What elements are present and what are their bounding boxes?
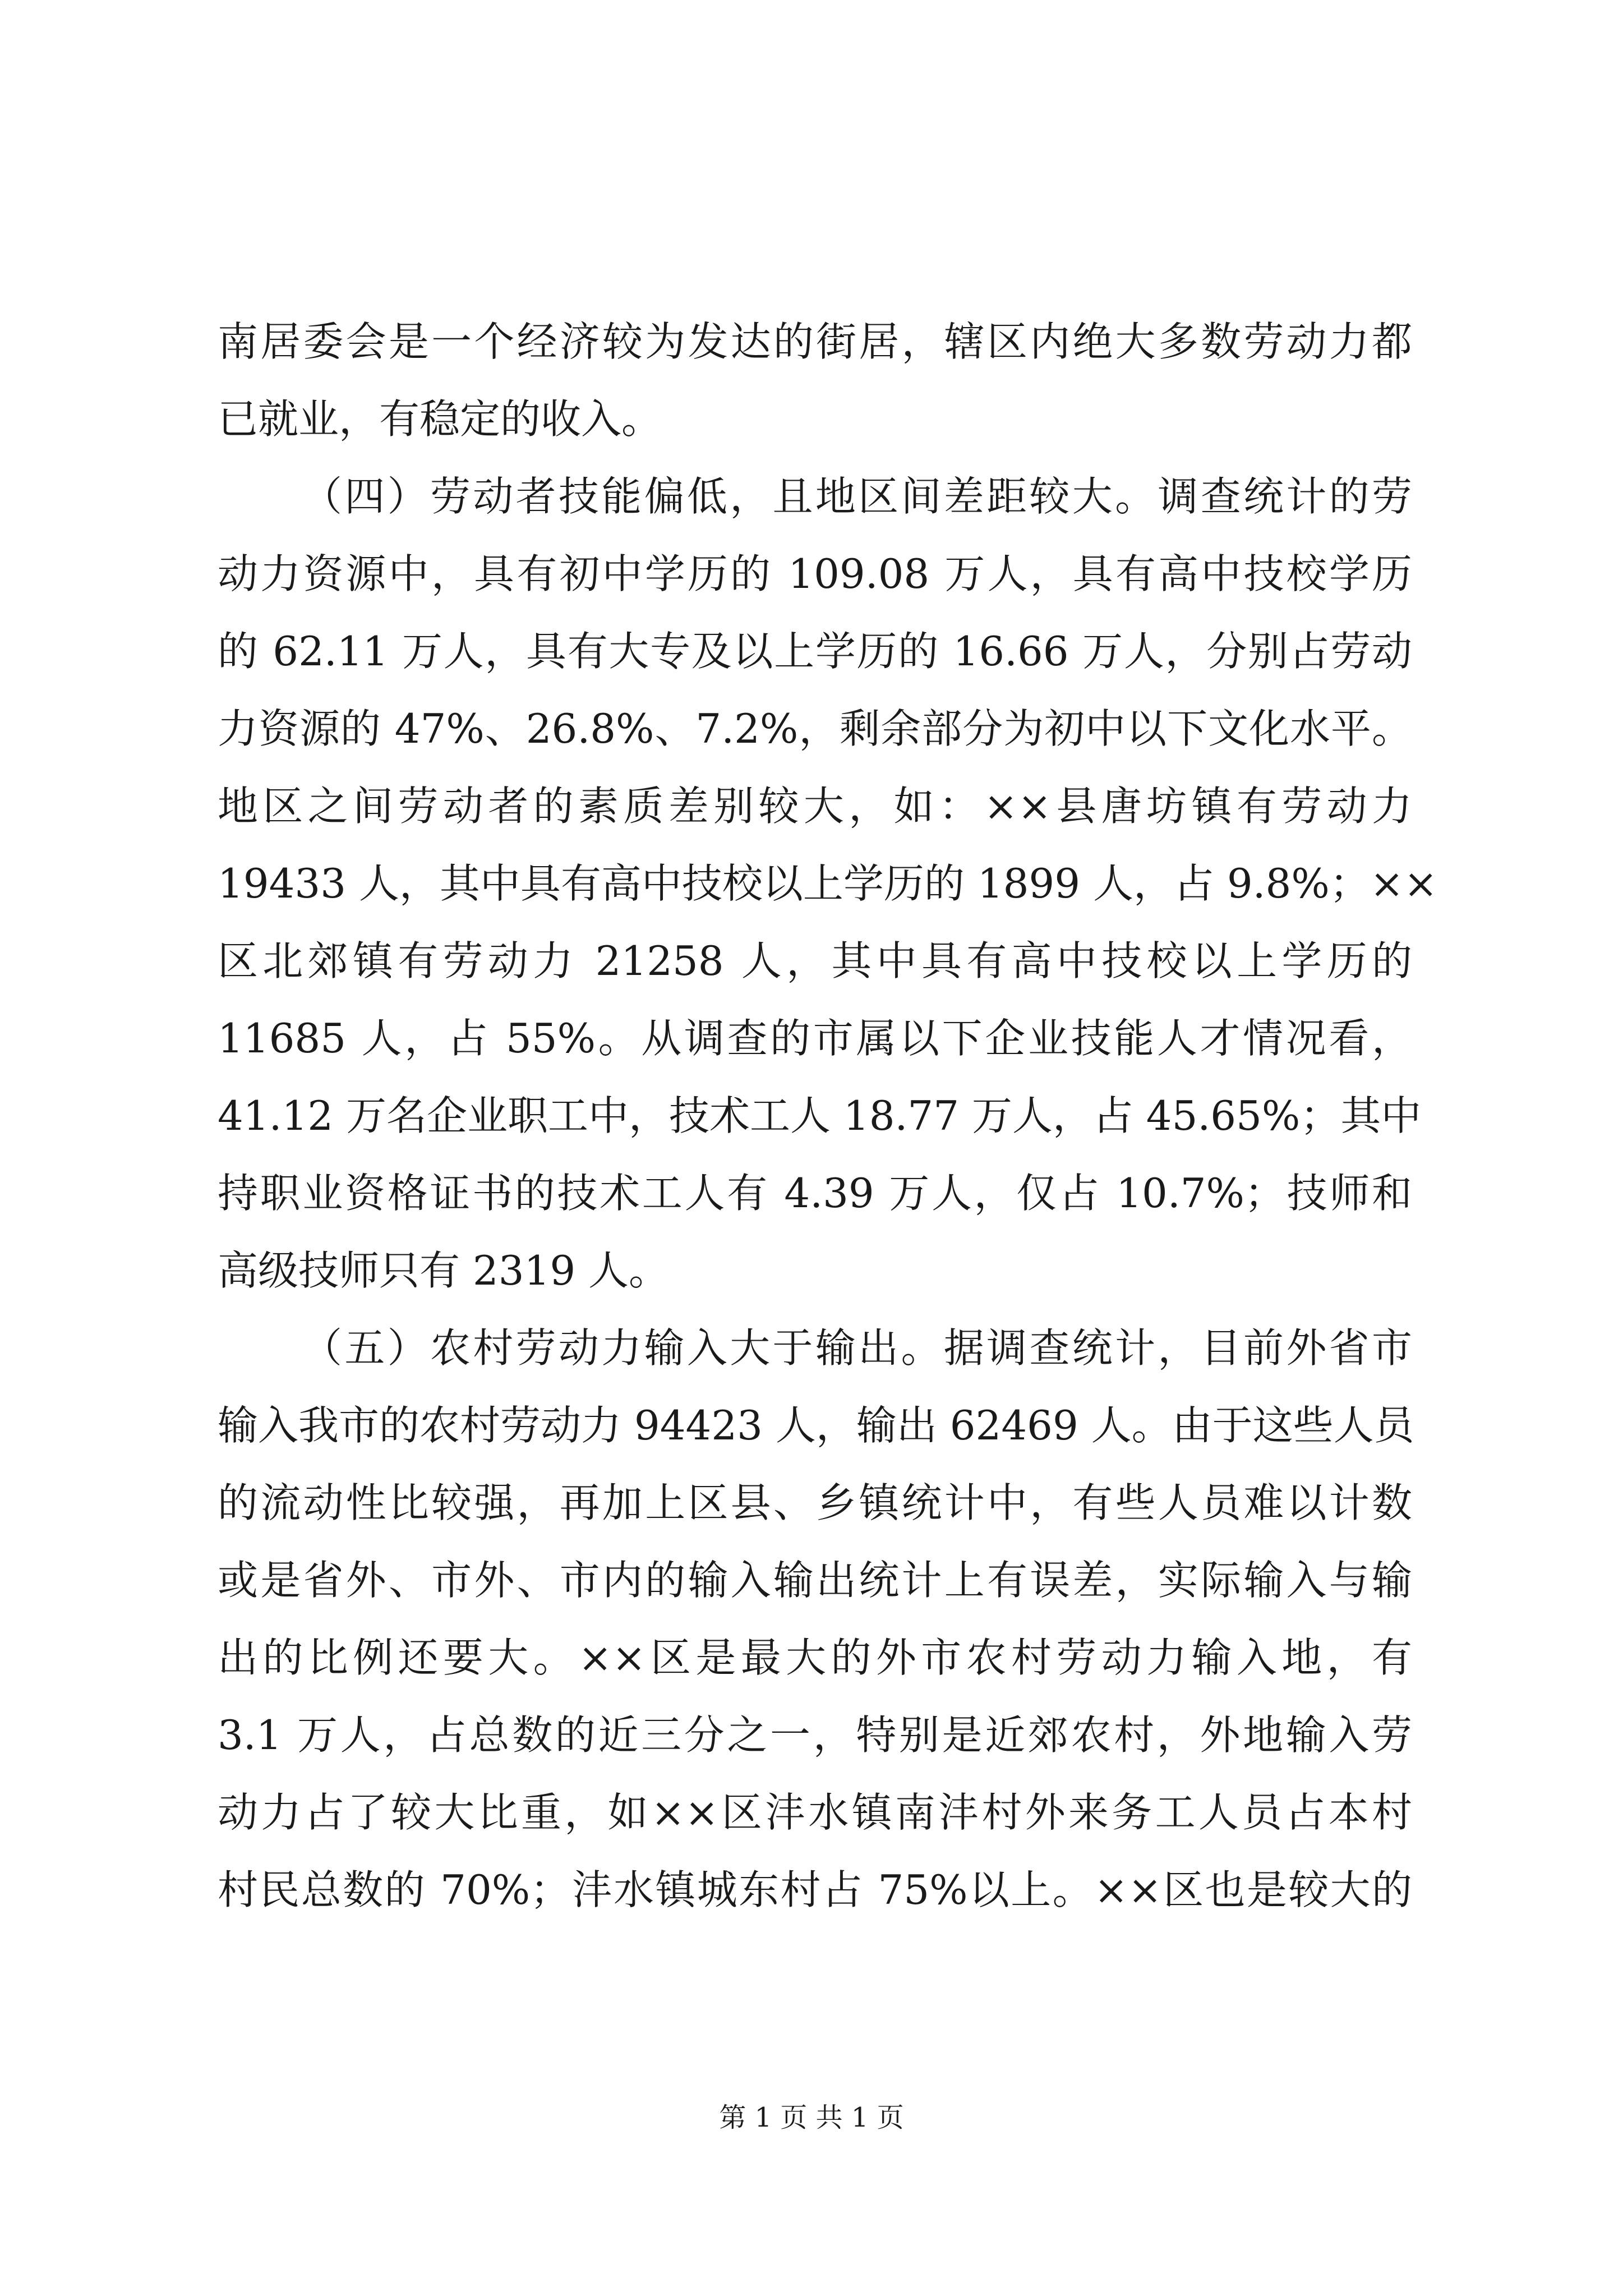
text-line: 村民总数的 70%；沣水镇城东村占 75%以上。××区也是较大的	[218, 1866, 1412, 1913]
text-line: 3.1 万人，占总数的近三分之一，特别是近郊农村，外地输入劳	[218, 1711, 1412, 1759]
text-line: 41.12 万名企业职工中，技术工人 18.77 万人，占 45.65%；其中	[218, 1092, 1422, 1139]
text-line: 的 62.11 万人，具有大专及以上学历的 16.66 万人，分别占劳动	[218, 628, 1412, 675]
text-line: 地区之间劳动者的素质差别较大，如：××县唐坊镇有劳动力	[218, 783, 1412, 830]
paragraph-first-line: （五）农村劳动力输入大于输出。据调查统计，目前外省市	[302, 1324, 1412, 1372]
text-line: 动力资源中，具有初中学历的 109.08 万人，具有高中技校学历	[218, 550, 1412, 597]
text-line: 19433 人，其中具有高中技校以上学历的 1899 人，占 9.8%；××	[218, 860, 1438, 907]
text-line: 或是省外、市外、市内的输入输出统计上有误差，实际输入与输	[218, 1557, 1412, 1604]
text-line: 11685 人，占 55%。从调查的市属以下企业技能人才情况看，	[218, 1015, 1412, 1062]
body-text	[218, 303, 1438, 1929]
text-line: 输入我市的农村劳动力 94423 人，输出 62469 人。由于这些人员	[218, 1402, 1414, 1449]
paragraph-first-line: （四）劳动者技能偏低，且地区间差距较大。调查统计的劳	[302, 473, 1412, 520]
text-line: 的流动性比较强，再加上区县、乡镇统计中，有些人员难以计数	[218, 1479, 1412, 1526]
page-number-footer: 第 1 页 共 1 页	[719, 2102, 904, 2133]
text-line: 持职业资格证书的技术工人有 4.39 万人，仅占 10.7%；技师和	[218, 1170, 1412, 1217]
text-line: 区北郊镇有劳动力 21258 人，其中具有高中技校以上学历的	[218, 937, 1412, 984]
text-line: 已就业，有稳定的收入。	[218, 395, 662, 443]
text-line: 高级技师只有 2319 人。	[218, 1247, 670, 1294]
text-line: 动力占了较大比重，如××区沣水镇南沣村外来务工人员占本村	[218, 1789, 1412, 1836]
text-line: 力资源的 47%、26.8%、7.2%，剩余部分为初中以下文化水平。	[218, 705, 1412, 752]
text-line: 南居委会是一个经济较为发达的街居，辖区内绝大多数劳动力都	[218, 318, 1412, 365]
text-line: 出的比例还要大。××区是最大的外市农村劳动力输入地，有	[218, 1634, 1412, 1681]
